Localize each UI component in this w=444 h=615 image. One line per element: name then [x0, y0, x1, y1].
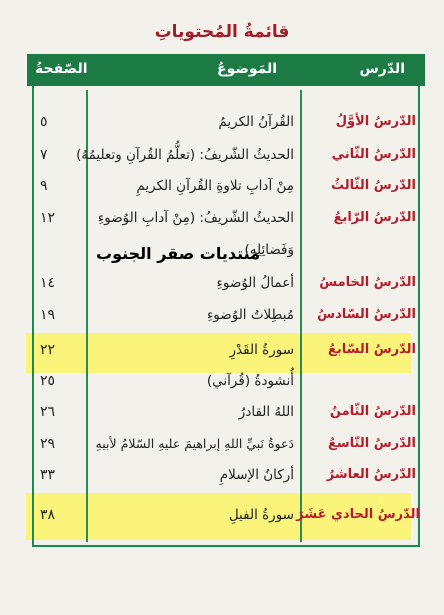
header-lesson: الدّرس: [359, 61, 405, 77]
header-topic: المَوضوعُ: [217, 61, 278, 77]
table-row[interactable]: [0, 307, 444, 335]
topic-label: الحديثُ الشّريفُ: (تعلُّمُ القُرآنِ وتعليمُهُ): [76, 147, 294, 163]
table-row[interactable]: [0, 147, 444, 175]
topic-label: دَعوةُ نَبيِّ اللهِ إبراهيمَ عليهِ السّلامُ لأبيهِ: [95, 436, 294, 451]
page-number: ٧: [40, 147, 48, 163]
page-number: ٢٥: [40, 373, 56, 389]
table-row[interactable]: [0, 178, 444, 206]
lesson-label: الدّرسُ السّادسُ: [317, 307, 416, 322]
page-number: ٢٩: [40, 436, 56, 452]
topic-label: القُرآنُ الكريمُ: [218, 114, 294, 130]
table-row[interactable]: [0, 210, 444, 238]
table-row[interactable]: [0, 373, 444, 401]
lesson-label: الدّرسُ الخامسُ: [319, 275, 416, 290]
page-number: ٣٨: [40, 507, 56, 523]
page-number: ٩: [40, 178, 48, 194]
topic-label: سورةُ القَدْرِ: [229, 342, 294, 358]
topic-label: الحديثُ الشّريفُ: (مِنْ آدابِ الوُضوءِ: [97, 210, 294, 226]
table-row[interactable]: [0, 275, 444, 303]
lesson-label: الدّرسُ العاشرُ: [326, 467, 416, 482]
page-number: ١٤: [40, 275, 56, 291]
table-row[interactable]: [0, 114, 444, 142]
table-row[interactable]: [0, 342, 444, 370]
table-row[interactable]: [0, 467, 444, 495]
lesson-label: الدّرسُ الثّامنُ: [329, 404, 416, 419]
page-number: ٢٦: [40, 404, 56, 420]
topic-label: أركانُ الإسلامِ: [219, 467, 294, 483]
table-row[interactable]: [0, 507, 444, 535]
page-number: ١٢: [40, 210, 56, 226]
watermark-text: منتديات صقر الجنوب: [96, 244, 261, 263]
lesson-label: الدّرسُ التّاسعُ: [328, 436, 416, 451]
topic-label: وَفَضائِلِهِ): [244, 242, 294, 258]
lesson-label: الدّرسُ السّابعُ: [327, 342, 416, 357]
table-header: [27, 54, 425, 86]
topic-label: أُنشودةُ (قُرآني): [206, 373, 294, 389]
lesson-label: الدّرسُ الحادي عَشَرَ: [296, 507, 420, 522]
lesson-label: الدّرسُ الأوَّلُ: [335, 114, 416, 129]
topic-label: أعمالُ الوُضوءِ: [216, 275, 294, 291]
header-page: الصّفحةُ: [35, 61, 88, 77]
topic-label: مُبطِلاتُ الوُضوءِ: [206, 307, 294, 323]
topic-label: اللهُ القادرُ: [238, 404, 294, 420]
page-number: ٢٢: [40, 342, 56, 358]
page-number: ٣٣: [40, 467, 56, 483]
page-number: ١٩: [40, 307, 56, 323]
page-number: ٥: [40, 114, 48, 130]
page-title: قائمةُ المُحتوياتِ: [154, 22, 290, 42]
table-row[interactable]: [0, 404, 444, 432]
topic-label: سورةُ الفيلِ: [228, 507, 294, 523]
lesson-label: الدّرسُ الرّابعُ: [333, 210, 416, 225]
lesson-label: الدّرسُ الثّالثُ: [331, 178, 416, 193]
topic-label: مِنْ آدابِ تلاوةِ القُرآنِ الكريمِ: [136, 178, 294, 194]
lesson-label: الدّرسُ الثّاني: [331, 147, 416, 162]
table-row[interactable]: [0, 436, 444, 464]
